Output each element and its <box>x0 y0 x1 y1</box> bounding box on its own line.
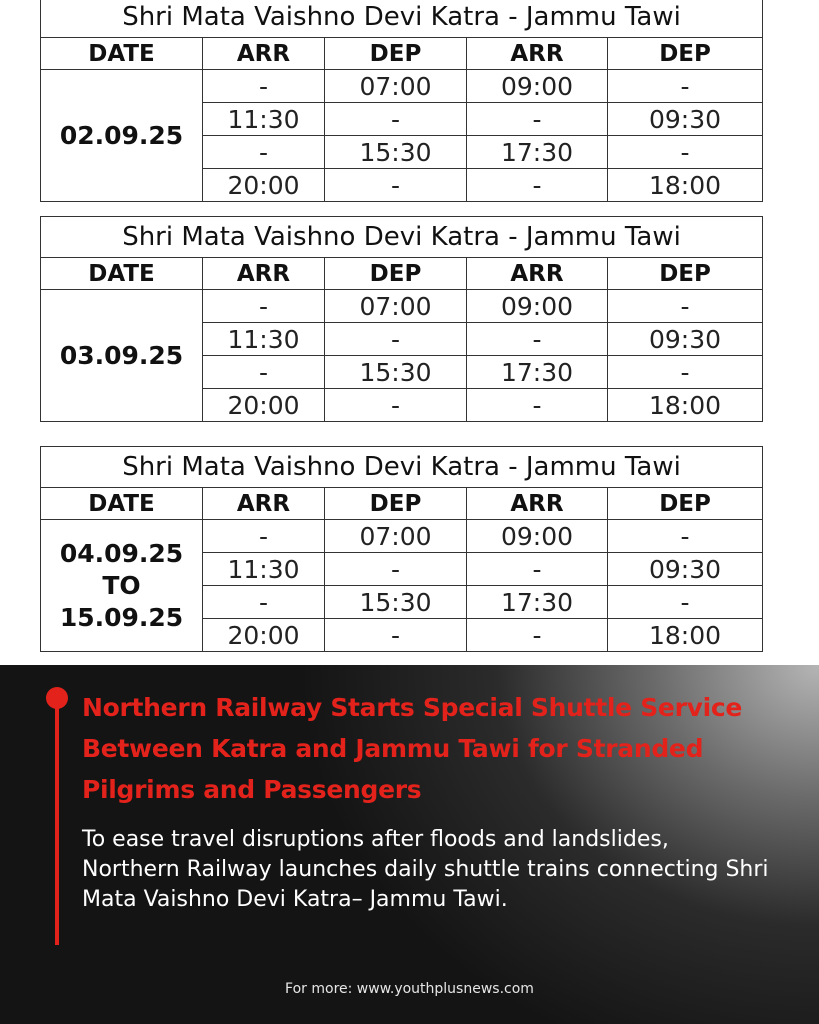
headline: Northern Railway Starts Special Shuttle Service Between Katra and Jammu Tawi for Stranded Pilgrims and Passengers <box>82 693 743 804</box>
time-cell: - <box>608 520 763 553</box>
time-cell: - <box>203 70 325 103</box>
time-cell: - <box>608 586 763 619</box>
time-cell: - <box>608 356 763 389</box>
description: To ease travel disruptions after floods and landslides, Northern Railway launches daily shuttle trains connecting Shri Mata Vaishno Devi Katra– Jammu Tawi. <box>82 827 769 912</box>
route-title: Shri Mata Vaishno Devi Katra - Jammu Tawi <box>41 447 763 488</box>
route-title: Shri Mata Vaishno Devi Katra - Jammu Tawi <box>41 217 763 258</box>
time-cell: 09:30 <box>608 323 763 356</box>
time-cell: - <box>203 136 325 169</box>
time-cell: - <box>608 70 763 103</box>
time-cell: 11:30 <box>203 323 325 356</box>
time-cell: 15:30 <box>325 356 467 389</box>
time-cell: 11:30 <box>203 103 325 136</box>
time-cell: - <box>608 136 763 169</box>
time-cell: - <box>325 169 467 202</box>
column-header: DEP <box>608 38 763 70</box>
time-cell: 09:00 <box>467 520 608 553</box>
time-cell: 17:30 <box>467 136 608 169</box>
date-line: 03.09.25 <box>59 340 184 370</box>
column-header: ARR <box>203 488 325 520</box>
time-cell: - <box>203 356 325 389</box>
time-cell: - <box>467 619 608 652</box>
time-cell: 07:00 <box>325 70 467 103</box>
time-cell: - <box>467 103 608 136</box>
time-cell: - <box>203 520 325 553</box>
time-cell: - <box>325 619 467 652</box>
time-cell: 20:00 <box>203 169 325 202</box>
time-cell: - <box>203 586 325 619</box>
time-cell: - <box>467 553 608 586</box>
time-cell: 15:30 <box>325 586 467 619</box>
column-header: ARR <box>203 38 325 70</box>
time-cell: 09:30 <box>608 103 763 136</box>
accent-dot-icon <box>46 687 68 709</box>
column-header: DATE <box>41 258 203 290</box>
time-cell: 07:00 <box>325 520 467 553</box>
route-title: Shri Mata Vaishno Devi Katra - Jammu Tawi <box>41 0 763 38</box>
column-header: DATE <box>41 38 203 70</box>
timetable-2 <box>40 216 763 422</box>
timetable-3 <box>40 446 763 652</box>
time-cell: 09:00 <box>467 290 608 323</box>
date-line: 04.09.25 <box>59 538 184 568</box>
column-header: ARR <box>467 488 608 520</box>
date-cell <box>41 290 203 422</box>
column-header: DEP <box>608 488 763 520</box>
table-row <box>41 290 763 323</box>
time-cell: 18:00 <box>608 169 763 202</box>
footer-link[interactable]: For more: www.youthplusnews.com <box>285 981 534 997</box>
time-cell: - <box>325 553 467 586</box>
time-cell: 18:00 <box>608 619 763 652</box>
date-line: 02.09.25 <box>59 120 184 150</box>
time-cell: - <box>608 290 763 323</box>
time-cell: 17:30 <box>467 586 608 619</box>
time-cell: - <box>325 389 467 422</box>
time-cell: 20:00 <box>203 619 325 652</box>
table-row <box>41 70 763 103</box>
date-cell <box>41 70 203 202</box>
accent-line <box>55 695 59 945</box>
date-line: TO <box>102 570 141 600</box>
news-panel <box>0 665 819 1024</box>
date-line: 15.09.25 <box>59 602 184 632</box>
time-cell: 07:00 <box>325 290 467 323</box>
time-cell: 11:30 <box>203 553 325 586</box>
column-header: DATE <box>41 488 203 520</box>
time-cell: - <box>467 169 608 202</box>
time-cell: 18:00 <box>608 389 763 422</box>
column-header: ARR <box>467 258 608 290</box>
time-cell: 20:00 <box>203 389 325 422</box>
date-cell <box>41 520 203 652</box>
time-cell: 15:30 <box>325 136 467 169</box>
column-header: DEP <box>325 488 467 520</box>
time-cell: - <box>467 389 608 422</box>
time-cell: 17:30 <box>467 356 608 389</box>
column-header: DEP <box>608 258 763 290</box>
time-cell: - <box>467 323 608 356</box>
column-header: ARR <box>467 38 608 70</box>
time-cell: - <box>325 323 467 356</box>
table-row <box>41 520 763 553</box>
time-cell: - <box>325 103 467 136</box>
column-header: DEP <box>325 38 467 70</box>
time-cell: 09:30 <box>608 553 763 586</box>
column-header: ARR <box>203 258 325 290</box>
time-cell: 09:00 <box>467 70 608 103</box>
column-header: DEP <box>325 258 467 290</box>
time-cell: - <box>203 290 325 323</box>
timetable-1 <box>40 0 763 202</box>
